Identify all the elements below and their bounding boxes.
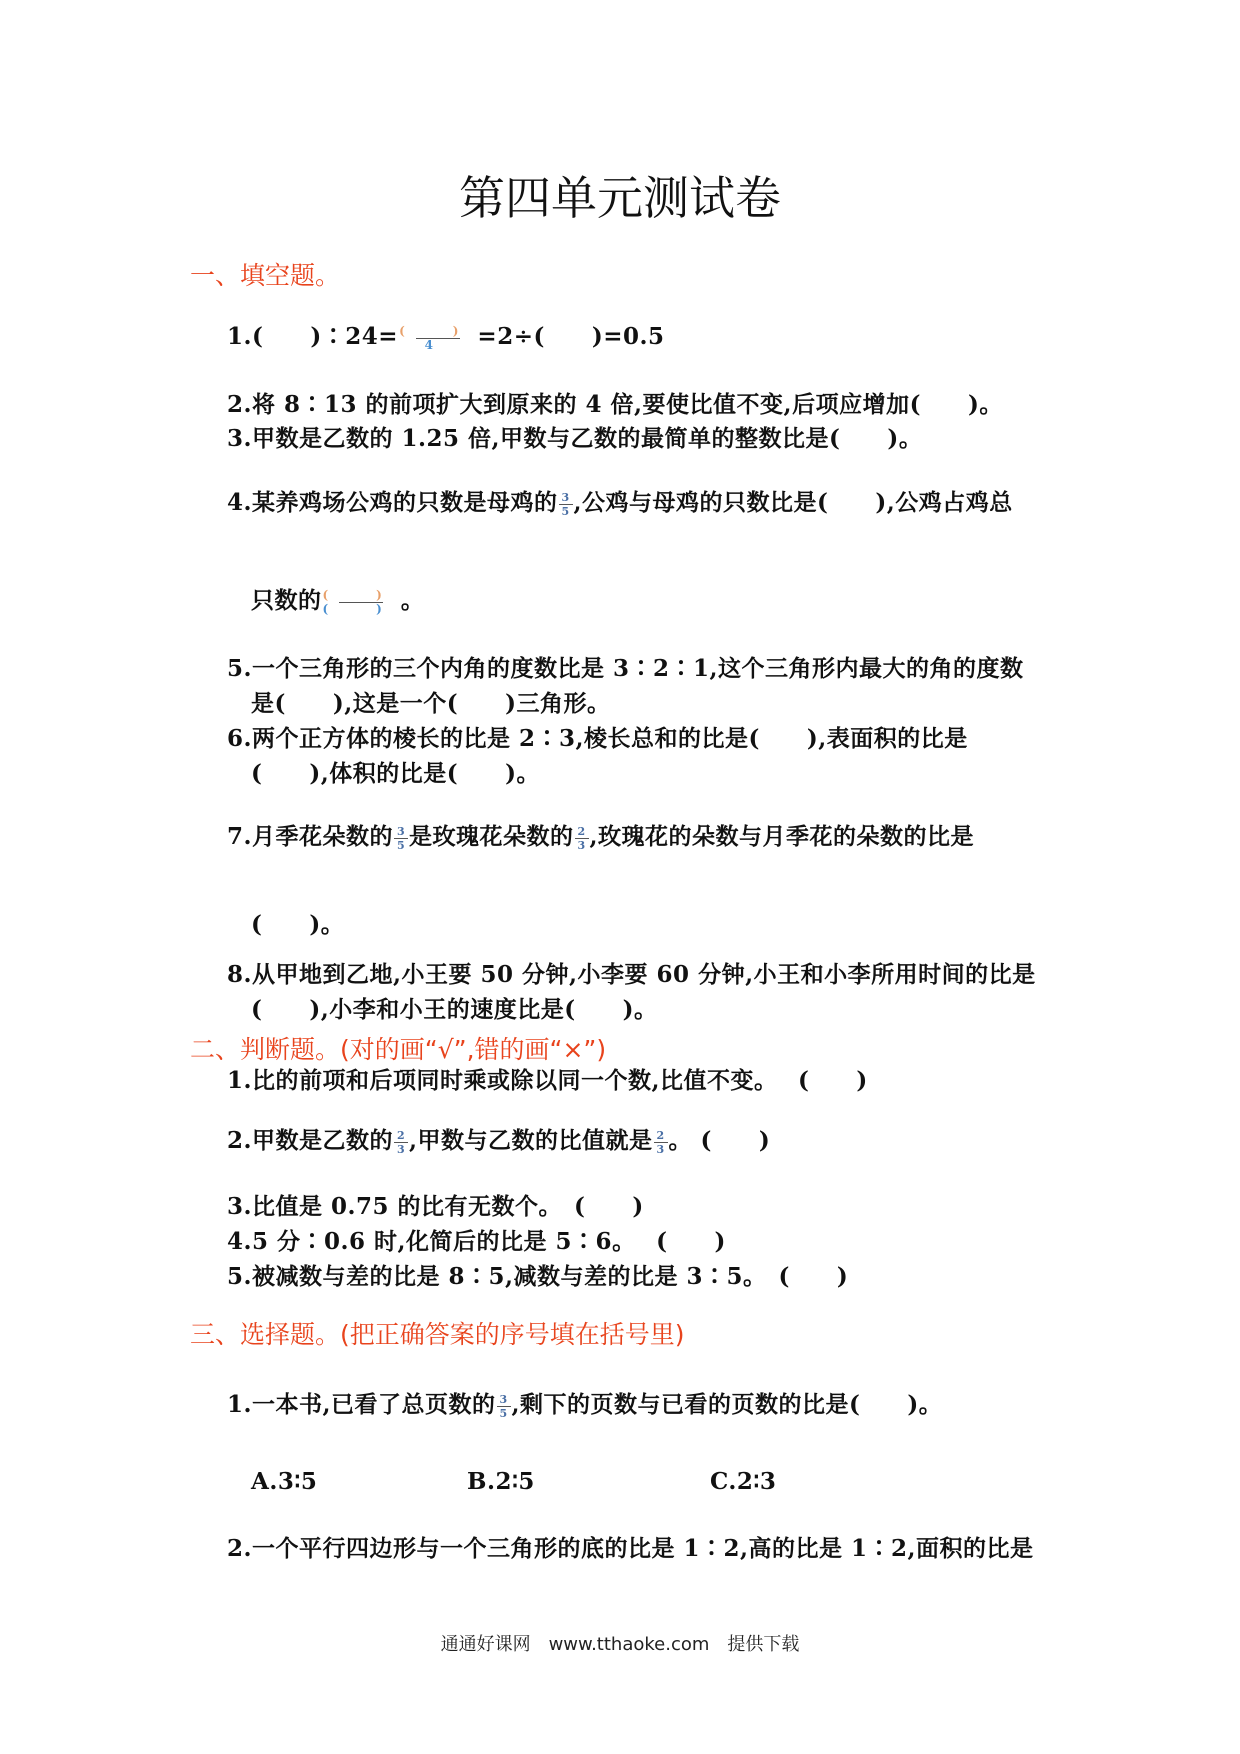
question-4: [227, 488, 1013, 518]
question-6: 6.两个正方体的棱长的比是 2∶3,棱长总和的比是( ),表面积的比是: [227, 725, 968, 752]
option-c: C.2∶3: [710, 1468, 777, 1495]
question-1: [227, 322, 665, 352]
j2-text-c: 。 ( ): [668, 1127, 771, 1154]
choice-1: [227, 1390, 942, 1420]
q4-blank-den: ( ): [322, 601, 400, 616]
c1-text-a: 1.一本书,已看了总页数的: [227, 1391, 496, 1418]
option-b: B.2∶5: [467, 1468, 535, 1495]
j2-fraction-1: [394, 1130, 408, 1155]
c1-fraction-den: 5: [499, 1406, 508, 1420]
j2-fraction-1-den: 3: [396, 1142, 406, 1156]
question-8: 8.从甲地到乙地,小王要 50 分钟,小李要 60 分钟,小王和小李所用时间的比是: [227, 961, 1036, 988]
q7-text-b: 是玫瑰花朵数的: [409, 823, 574, 850]
judge-4: 4.5 分∶0.6 时,化简后的比是 5∶6。 ( ): [227, 1228, 726, 1255]
section-multiple-choice: 三、选择题。(把正确答案的序号填在括号里): [190, 1320, 685, 1349]
judge-1: 1.比的前项和后项同时乘或除以同一个数,比值不变。 ( ): [227, 1067, 868, 1094]
question-7-cont: ( )。: [251, 911, 345, 938]
q4-fraction-den: 5: [561, 504, 570, 518]
question-4-cont: [251, 586, 424, 616]
page-title: 第四单元测试卷: [459, 171, 781, 225]
q4-text-b: ,公鸡与母鸡的只数比是( ),公鸡占鸡总: [573, 489, 1013, 516]
q4-text-d: 。: [400, 587, 425, 614]
j2-fraction-2-den: 3: [656, 1142, 665, 1156]
section-fill-blank: 一、填空题。: [190, 261, 341, 290]
question-3: 3.甲数是乙数的 1.25 倍,甲数与乙数的最简单的整数比是( )。: [227, 425, 923, 452]
q1-fraction-den: 4: [424, 337, 451, 352]
j2-fraction-1-num: 2: [396, 1128, 406, 1142]
c1-fraction-num: 3: [499, 1392, 508, 1406]
question-5: 5.一个三角形的三个内角的度数比是 3∶2∶1,这个三角形内最大的角的度数: [227, 655, 1024, 682]
section-true-false: 二、判断题。(对的画“√”,错的画“×”): [190, 1035, 607, 1064]
q7-fraction-1-num: 3: [396, 824, 406, 838]
q4-fraction-num: 3: [561, 490, 570, 504]
q7-fraction-1: [394, 826, 408, 851]
question-5-cont: 是( ),这是一个( )三角形。: [251, 690, 611, 717]
q7-fraction-2: [575, 826, 589, 851]
q4-text-c: 只数的: [251, 587, 322, 614]
q7-fraction-2-den: 3: [577, 838, 586, 852]
j2-text-a: 2.甲数是乙数的: [227, 1127, 394, 1154]
q7-fraction-1-den: 5: [396, 838, 406, 852]
c1-text-b: ,剩下的页数与已看的页数的比是( )。: [511, 1391, 943, 1418]
question-2: 2.将 8∶13 的前项扩大到原来的 4 倍,要使比值不变,后项应增加( )。: [227, 391, 1003, 418]
judge-3: 3.比值是 0.75 的比有无数个。 ( ): [227, 1193, 644, 1220]
question-6-cont: ( ),体积的比是( )。: [251, 760, 541, 787]
q7-text-c: ,玫瑰花的朵数与月季花的朵数的比是: [589, 823, 975, 850]
judge-2: [227, 1126, 770, 1156]
q4-text-a: 4.某养鸡场公鸡的只数是母鸡的: [227, 489, 558, 516]
choice-2: 2.一个平行四边形与一个三角形的底的比是 1∶2,高的比是 1∶2,面积的比是: [227, 1535, 1034, 1562]
choice-1-options: [251, 1467, 776, 1497]
c1-fraction: [497, 1394, 511, 1419]
option-a: A.3∶5: [251, 1468, 318, 1495]
q4-blank-num: ( ): [322, 587, 400, 602]
footer-credit: 通通好课网 www.tthaoke.com 提供下载: [440, 1634, 800, 1655]
question-8-cont: ( ),小李和小王的速度比是( )。: [251, 996, 658, 1023]
q7-text-a: 7.月季花朵数的: [227, 823, 394, 850]
q1-fraction: [399, 323, 477, 352]
j2-text-b: ,甲数与乙数的比值就是: [409, 1127, 653, 1154]
q4-blank-fraction: [322, 587, 400, 616]
q4-fraction: [559, 492, 573, 517]
j2-fraction-2: [654, 1130, 668, 1155]
q1-text-b: =2÷( )=0.5: [477, 323, 665, 350]
q1-text-a: 1.( )∶24=: [227, 323, 399, 350]
q1-fraction-num: ( ): [399, 323, 477, 338]
q7-fraction-2-num: 2: [577, 824, 586, 838]
judge-5: 5.被减数与差的比是 8∶5,减数与差的比是 3∶5。 ( ): [227, 1263, 849, 1290]
question-7: [227, 822, 974, 852]
j2-fraction-2-num: 2: [656, 1128, 665, 1142]
